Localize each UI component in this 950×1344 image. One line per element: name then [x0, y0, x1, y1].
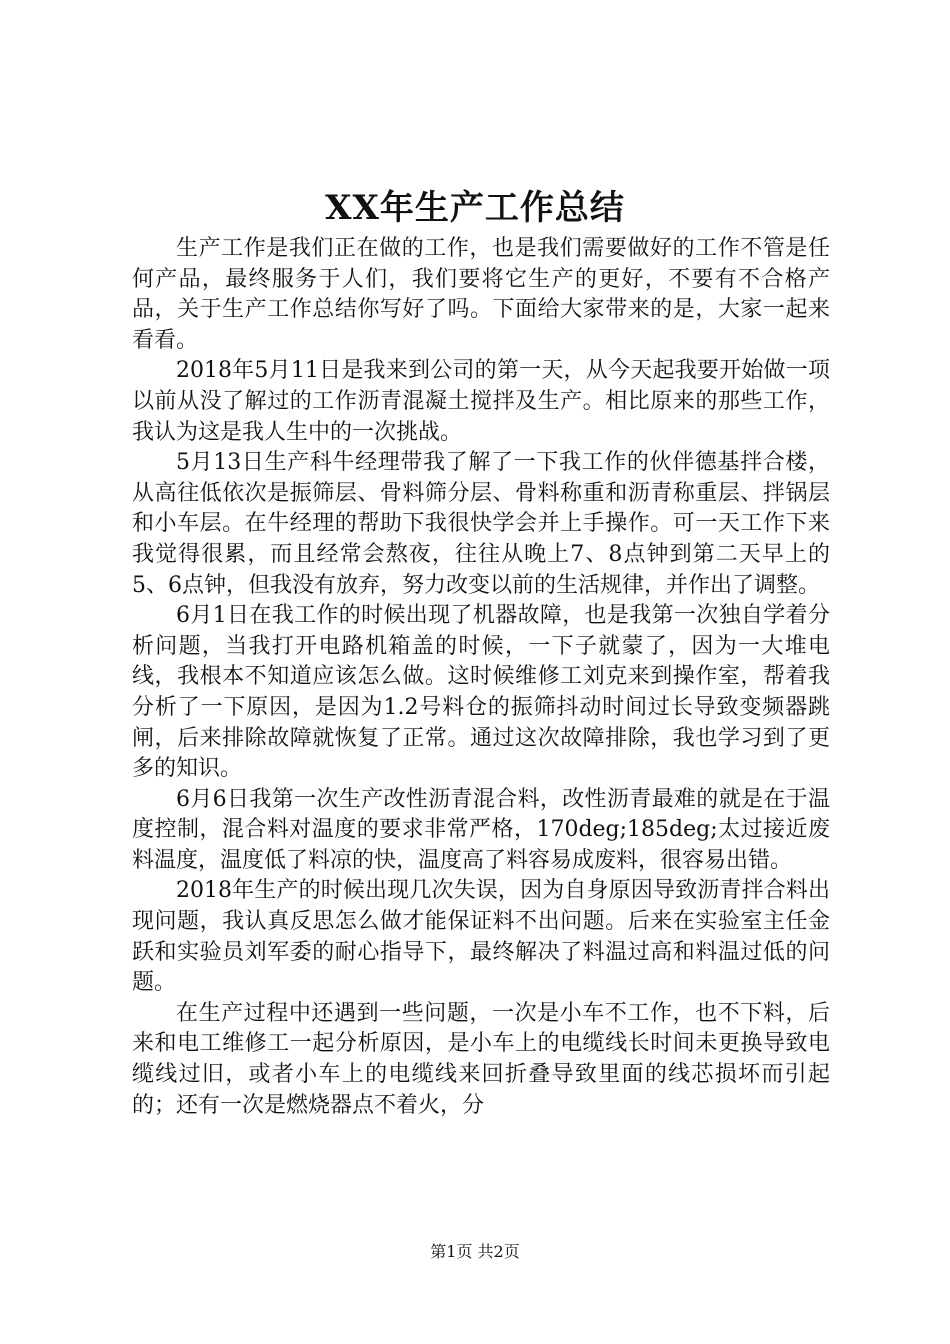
paragraph-mistakes: 2018年生产的时候出现几次失误，因为自身原因导致沥青拌合料出现问题，我认真反思怎么做才能保证料不出问题。后来在实验室主任金跃和实验员刘军委的耐心指导下，最终解决了料温过高和料温过低的问题。 — [132, 878, 830, 996]
paragraph-problems: 在生产过程中还遇到一些问题，一次是小车不工作，也不下料，后来和电工维修工一起分析原因，是小车上的电缆线长时间未更换导致电缆线过旧，或者小车上的电缆线来回折叠导致里面的线芯损坏而引起的；还有一次是燃烧器点不着火，分 — [132, 1000, 830, 1118]
page-footer: 第1页 共2页 — [430, 1242, 520, 1261]
paragraph-intro: 生产工作是我们正在做的工作，也是我们需要做好的工作不管是任何产品，最终服务于人们，我们要将它生产的更好，不要有不合格产品，关于生产工作总结你写好了吗。下面给大家带来的是，大家一起来看看。 — [132, 236, 830, 353]
paragraph-may-13: 5月13日生产科牛经理带我了解了一下我工作的伙伴德基拌合楼，从高往低依次是振筛层、骨料筛分层、骨料称重和沥青称重层、拌锅层和小车层。在牛经理的帮助下我很快学会并上手操作。可一天工作下来我觉得很累，而且经常会熬夜，往往从晚上7、8点钟到第二天早上的5、6点钟，但我没有放弃，努力改变以前的生活规律，并作出了调整。 — [132, 450, 830, 598]
document-body — [132, 234, 830, 1121]
document-title: XX年生产工作总结 — [325, 188, 625, 228]
paragraph-june-6: 6月6日我第一次生产改性沥青混合料，改性沥青最难的就是在于温度控制，混合料对温度的要求非常严格，170deg;185deg;太过接近废料温度，温度低了料凉的快，温度高了料容易成废料，很容易出错。 — [132, 786, 830, 873]
paragraph-first-day: 2018年5月11日是我来到公司的第一天，从今天起我要开始做一项以前从没了解过的工作沥青混凝土搅拌及生产。相比原来的那些工作，我认为这是我人生中的一次挑战。 — [132, 358, 830, 445]
paragraph-june-1: 6月1日在我工作的时候出现了机器故障，也是我第一次独自学着分析问题，当我打开电路机箱盖的时候，一下子就蒙了，因为一大堆电线，我根本不知道应该怎么做。这时候维修工刘克来到操作室，帮着我分析了一下原因，是因为1.2号料仓的振筛抖动时间过长导致变频器跳闸，后来排除故障就恢复了正常。通过这次故障排除，我也学习到了更多的知识。 — [132, 603, 830, 782]
